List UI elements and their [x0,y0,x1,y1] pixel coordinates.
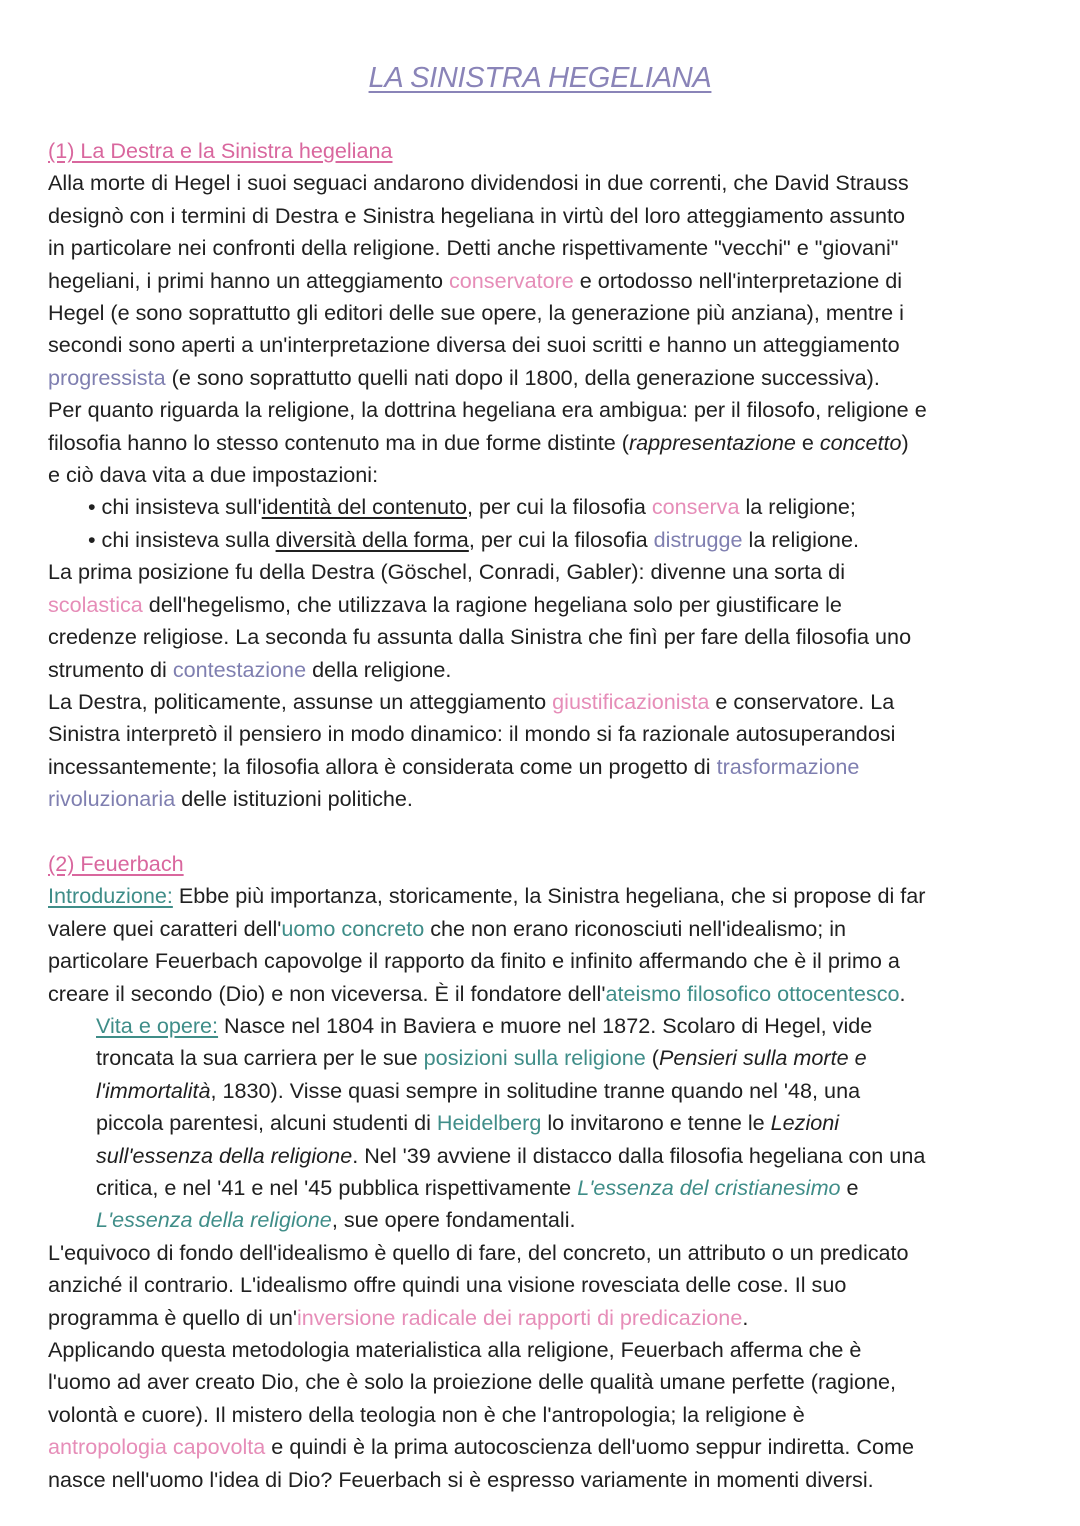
highlight-term: antropologia capovolta [48,1434,266,1460]
page-title: LA SINISTRA HEGELIANA [368,62,712,94]
paragraph-line: l'immortalità, 1830). Visse quasi sempre in solitudine tranne quando nel '48, una [96,1077,861,1103]
paragraph-line: Per quanto riguarda la religione, la dottrina hegeliana era ambigua: per il filosofo, religione e [48,397,927,423]
paragraph-line: troncata la sua carriera per le sue posizioni sulla religione (Pensieri sulla morte e [96,1045,867,1071]
paragraph-line: Hegel (e sono soprattutto gli editori delle sue opere, la generazione più anziana), mentre i [48,300,904,326]
paragraph-line: scolastica dell'hegelismo, che utilizzava la ragione hegeliana solo per giustificare le [48,591,842,617]
paragraph-line: incessantemente; la filosofia allora è considerata come un progetto di trasformazione [48,753,860,779]
highlight-term: contestazione [172,656,307,682]
document-body [48,135,1048,1496]
paragraph-line: antropologia capovolta e quindi è la prima autocoscienza dell'uomo seppur indiretta. Come [48,1434,915,1460]
paragraph-line: Vita e opere: Nasce nel 1804 in Baviera e muore nel 1872. Scolaro di Hegel, vide [96,1012,873,1038]
highlight-term: trasformazione [716,753,860,779]
highlight-term: conserva [651,494,740,520]
bullet-item: • chi insisteva sull'identità del contenuto, per cui la filosofia conserva la religione; [88,494,856,520]
paragraph-line: sull'essenza della religione. Nel '39 avviene il distacco dalla filosofia hegeliana con una [96,1142,926,1168]
paragraph-line: strumento di contestazione della religione. [48,656,452,682]
paragraph-line: particolare Feuerbach capovolge il rapporto da finito e infinito affermando che è il primo a [48,948,900,974]
paragraph-line: nasce nell'uomo l'idea di Dio? Feuerbach si è espresso variamente in momenti diversi. [48,1466,874,1492]
paragraph-line: Alla morte di Hegel i suoi seguaci andarono dividendosi in due correnti, che David Strauss [48,170,909,196]
paragraph-line: in particolare nei confronti della religione. Detti anche rispettivamente "vecchi" e "giovani" [48,235,899,261]
paragraph-line: L'essenza della religione, sue opere fondamentali. [96,1207,576,1233]
bullet-item: • chi insisteva sulla diversità della forma, per cui la filosofia distrugge la religione. [88,526,859,552]
vita-label: Vita e opere: [96,1012,219,1038]
highlight-term: ateismo filosofico ottocentesco [605,980,900,1006]
highlight-term: L'essenza del cristianesimo [577,1174,841,1200]
paragraph-line: designò con i termini di Destra e Sinistra hegeliana in virtù del loro atteggiamento assunto [48,202,906,228]
paragraph-line: creare il secondo (Dio) e non viceversa. È il fondatore dell'ateismo filosofico ottocentesco. [48,980,906,1006]
highlight-term: Heidelberg [436,1110,542,1136]
highlight-term: scolastica [48,591,143,617]
highlight-term: rivoluzionaria [48,786,176,812]
section-heading-destra-sinistra: (1) La Destra e la Sinistra hegeliana [48,138,393,163]
paragraph-line: e ciò dava vita a due impostazioni: [48,462,379,488]
paragraph-line: hegeliani, i primi hanno un atteggiamento conservatore e ortodosso nell'interpretazione di [48,267,903,293]
highlight-term: inversione radicale dei rapporti di predicazione [297,1304,743,1330]
paragraph-line: Introduzione: Ebbe più importanza, storicamente, la Sinistra hegeliana, che si propose di far [48,883,926,909]
paragraph-line: secondi sono aperti a un'interpretazione diversa dei suoi scritti e hanno un atteggiamento [48,332,900,358]
highlight-term: progressista [48,364,166,390]
paragraph-line: L'equivoco di fondo dell'idealismo è quello di fare, del concreto, un attributo o un predicato [48,1239,909,1265]
paragraph-line: filosofia hanno lo stesso contenuto ma in due forme distinte (rappresentazione e concetto) [48,429,909,455]
highlight-term: L'essenza della religione [96,1207,332,1233]
paragraph-line: l'uomo ad aver creato Dio, che è solo la proiezione delle qualità umane perfette (ragione, [48,1369,896,1395]
paragraph-line: progressista (e sono soprattutto quelli nati dopo il 1800, della generazione successiva). [48,364,880,390]
paragraph-line: Applicando questa metodologia materialistica alla religione, Feuerbach afferma che è [48,1337,862,1363]
paragraph-line: valere quei caratteri dell'uomo concreto che non erano riconosciuti nell'idealismo; in [48,915,847,941]
highlight-term: giustificazionista [552,688,710,714]
highlight-term: distrugge [653,526,743,552]
paragraph-line: Sinistra interpretò il pensiero in modo dinamico: il mondo si fa razionale autosuperandosi [48,721,896,747]
paragraph-line: credenze religiose. La seconda fu assunta dalla Sinistra che finì per fare della filosofia uno [48,624,912,650]
highlight-term: posizioni sulla religione [423,1045,646,1071]
section-heading-feuerbach: (2) Feuerbach [48,850,184,876]
spacer [48,816,1048,848]
intro-label: Introduzione: [48,883,173,909]
paragraph-line: anziché il contrario. L'idealismo offre quindi una visione rovesciata delle cose. Il suo [48,1272,847,1298]
highlight-term: uomo concreto [281,915,425,941]
paragraph-line: critica, e nel '41 e nel '45 pubblica rispettivamente L'essenza del cristianesimo e [96,1174,859,1200]
paragraph-line: La prima posizione fu della Destra (Göschel, Conradi, Gabler): divenne una sorta di [48,559,845,585]
paragraph-line: rivoluzionaria delle istituzioni politiche. [48,786,413,812]
highlight-term: conservatore [448,267,574,293]
paragraph-line: volontà e cuore). Il mistero della teologia non è che l'antropologia; la religione è [48,1401,805,1427]
paragraph-line: piccola parentesi, alcuni studenti di Heidelberg lo invitarono e tenne le Lezioni [96,1110,840,1136]
paragraph-line: La Destra, politicamente, assunse un atteggiamento giustificazionista e conservatore. La [48,688,895,714]
paragraph-line: programma è quello di un'inversione radicale dei rapporti di predicazione. [48,1304,749,1330]
